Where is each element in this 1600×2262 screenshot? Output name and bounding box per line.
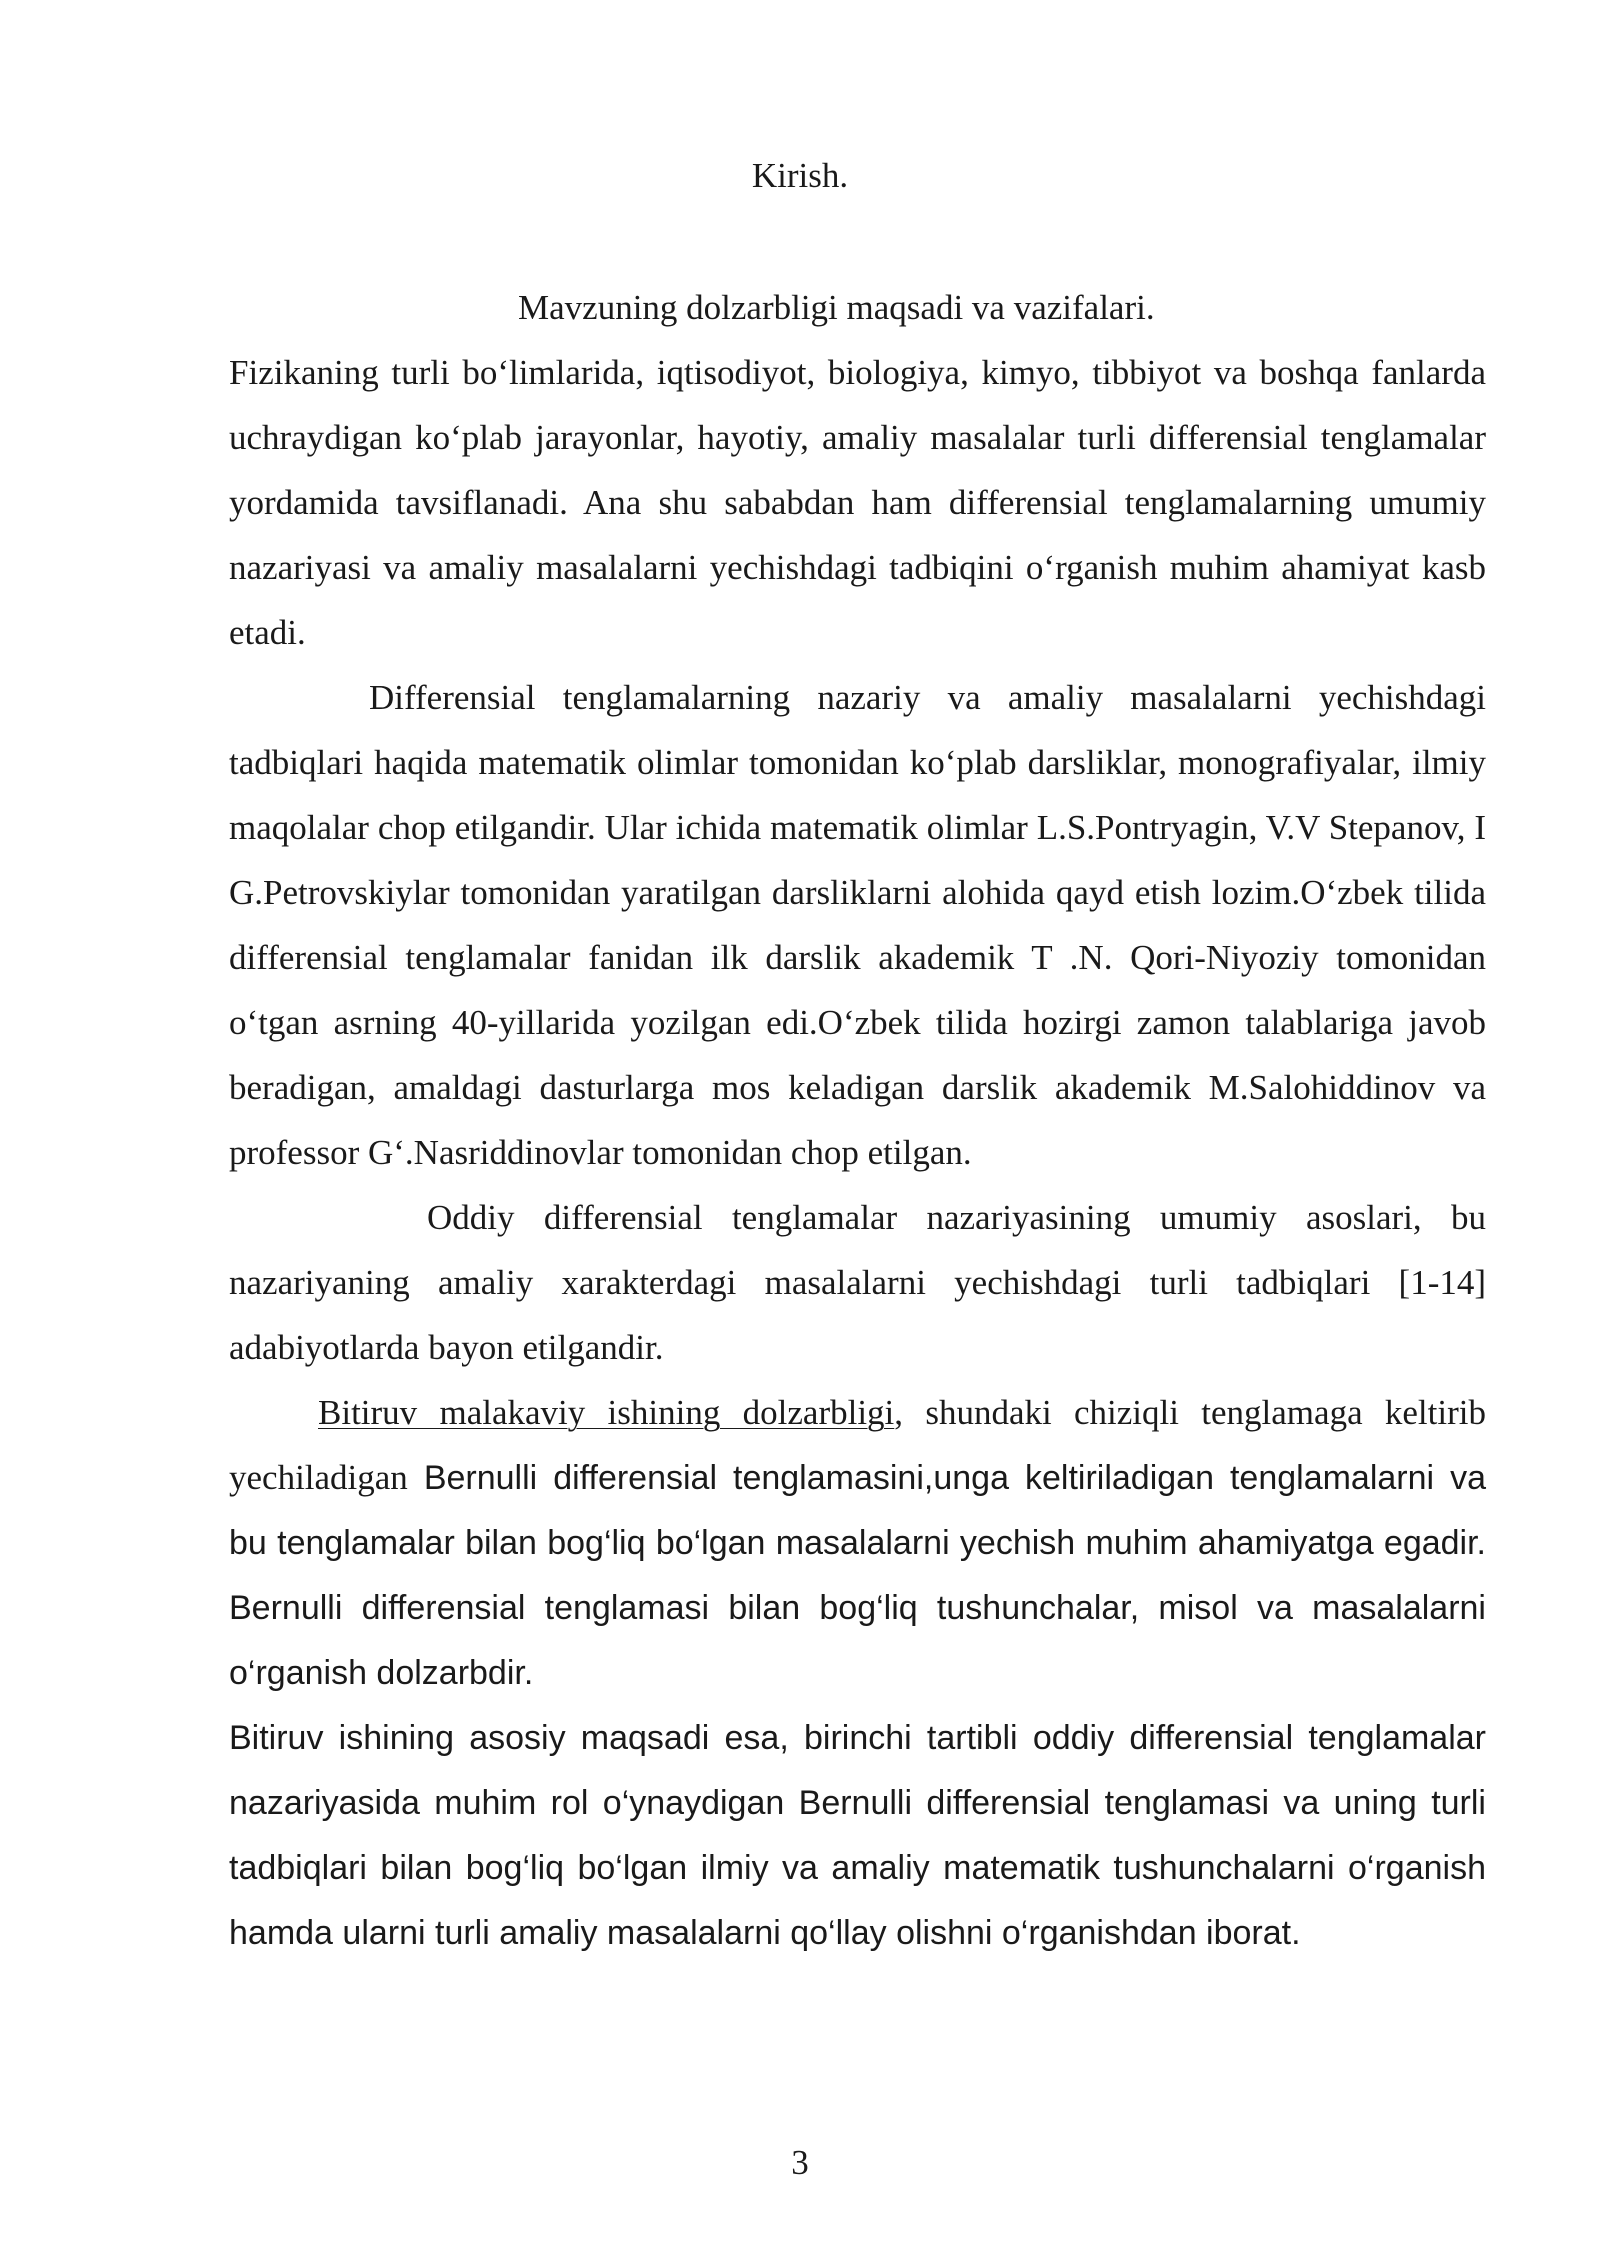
paragraph-2: Differensial tenglamalarning nazariy va amaliy masalalarni yechishdagi tadbiqlari haqida matematik olimlar tomonidan ko‘plab darsliklar, monografiyalar, ilmiy maqolalar chop etilgandir. Ular ichida matematik olimlar L.S.Pontryagin, V.V Stepanov, I G.Petrovskiylar tomonidan yaratilgan darsliklarni alohida qayd etish lozim.O‘zbek tilida differensial tenglamalar fanidan ilk darslik akademik T .N. Qori-Niyoziy tomonidan o‘tgan asrning 40-yillarida yozilgan edi.O‘zbek tilida hozirgi zamon talablariga javob beradigan, amaldagi dasturlarga mos keladigan darslik akademik M.Salohiddinov va professor G‘.Nasriddinovlar tomonidan chop etilgan. xyxy=(229,678,1486,1172)
paragraph-4 xyxy=(229,1380,1486,1706)
section-subtitle: Mavzuning dolzarbligi maqsadi va vazifalari. xyxy=(518,288,1155,327)
page-title: Kirish. xyxy=(751,156,849,195)
paragraph-1: Fizikaning turli bo‘limlarida, iqtisodiyot, biologiya, kimyo, tibbiyot va boshqa fanlarda uchraydigan ko‘plab jarayonlar, hayotiy, amaliy masalalar turli differensial tenglamalar yordamida tavsiflanadi. Ana shu sababdan ham differensial tenglamalarning umumiy nazariyasi va amaliy masalalarni yechishdagi tadbiqini o‘rganish muhim ahamiyat kasb etadi. xyxy=(229,353,1486,652)
document-body xyxy=(229,340,1486,1966)
paragraph-3: Oddiy differensial tenglamalar nazariyasining umumiy asoslari, bu nazariyaning amaliy xarakterdagi masalalarni yechishdagi turli tadbiqlari [1-14] adabiyotlarda bayon etilgandir. xyxy=(229,1198,1486,1367)
paragraph-4-serif-text: , shundaki chiziqli tenglamaga keltirib yechiladigan xyxy=(229,1393,1486,1497)
relevance-heading: Bitiruv malakaviy ishining dolzarbligi xyxy=(318,1393,895,1432)
paragraph-4-sans-text: Bernulli differensial tenglamasini,unga keltiriladigan tenglamalarni va bu tenglamalar bilan bog‘liq bo‘lgan masalalarni yechish muhim ahamiyatga egadir. Bernulli differensial tenglamasi bilan bog‘liq tushunchalar, misol va masalalarni o‘rganish dolzarbdir. xyxy=(229,1459,1486,1692)
page-number: 3 xyxy=(791,2143,809,2182)
paragraph-5: Bitiruv ishining asosiy maqsadi esa, birinchi tartibli oddiy differensial tenglamalar nazariyasida muhim rol o‘ynaydigan Bernulli differensial tenglamasi va uning turli tadbiqlari bilan bog‘liq bo‘lgan ilmiy va amaliy matematik tushunchalarni o‘rganish hamda ularni turli amaliy masalalarni qo‘llay olishni o‘rganishdan iborat. xyxy=(229,1719,1486,1952)
